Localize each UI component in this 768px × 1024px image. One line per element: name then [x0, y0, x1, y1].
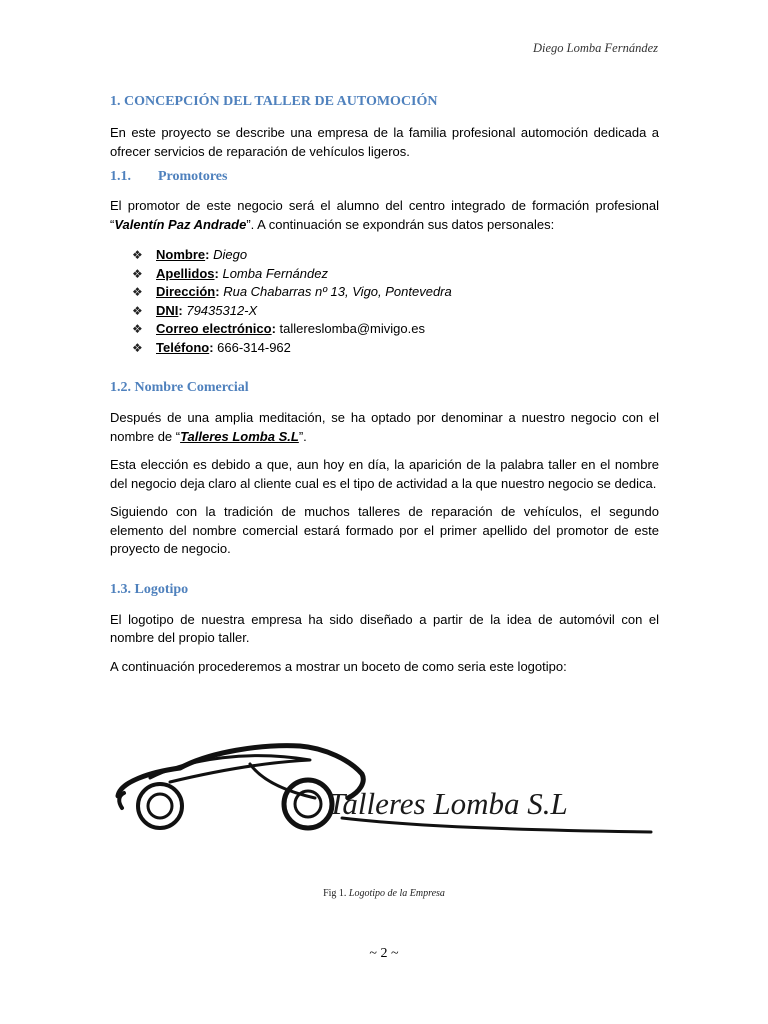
center-name: Valentín Paz Andrade — [114, 216, 247, 232]
list-item: ❖ Correo electrónico: taller​eslomba@mivigo.es — [132, 320, 659, 339]
personal-data-list — [132, 246, 659, 357]
name-paragraph-3: Siguiendo con la tradición de muchos talleres de reparación de vehículos, el segundo elemento del nombre comercial estará formado por el primer apellido del promotor de este proyecto de negocio. — [110, 504, 659, 556]
promoter-text-after: ”. A continuación se expondrán sus datos personales: — [246, 216, 555, 232]
list-item: ❖ Nombre: Diego — [132, 246, 659, 265]
name-text-after: ”. — [298, 428, 307, 444]
list-item: ❖ DNI: 79435312-X — [132, 302, 659, 321]
diamond-bullet-icon: ❖ — [132, 322, 143, 336]
name-paragraph-2: Esta elección es debido a que, aun hoy en día, la aparición de la palabra taller en el nombre del negocio deja claro al cliente cual es el tipo de actividad a la que nuestro negocio se dedica. — [110, 457, 659, 491]
caption-text: Logotipo de la Empresa — [348, 888, 445, 899]
section-title-1-3: 1.3. Logotipo — [110, 581, 189, 597]
page-content — [110, 94, 659, 676]
item-label: Correo electrónico — [156, 321, 272, 336]
list-item: ❖ Dirección: Rua Chabarras nº 13, Vigo, Pontevedra — [132, 283, 659, 302]
list-item: ❖ Apellidos: Lomba Fernández — [132, 265, 659, 284]
running-header-author: Diego Lomba Fernández — [533, 41, 658, 55]
item-value: 666-314-962 — [217, 339, 291, 355]
logo-paragraph-1: El logotipo de nuestra empresa ha sido diseñado a partir de la idea de automóvil con el nombre del propio taller. — [110, 611, 659, 645]
section-1-intro: En este proyecto se describe una empresa de la familia profesional automoción dedicada a ofrecer servicios de reparación de vehículos ligeros. — [110, 125, 659, 159]
section-title-1-1-text: Promotores — [158, 169, 228, 184]
page-number: ~ 2 ~ — [369, 946, 399, 961]
item-label: Teléfono — [156, 339, 210, 355]
item-label: Nombre — [156, 247, 206, 262]
section-title-1: 1. CONCEPCIÓN DEL TALLER DE AUTOMOCIÓN — [110, 94, 438, 109]
figure-caption — [0, 888, 768, 899]
diamond-bullet-icon: ❖ — [132, 340, 143, 355]
section-title-1-1 — [110, 169, 659, 185]
diamond-bullet-icon: ❖ — [132, 248, 143, 262]
company-logo — [110, 738, 659, 838]
name-paragraph-1 — [110, 409, 659, 446]
item-label: DNI — [156, 302, 179, 318]
item-value: Rua Chabarras nº 13, Vigo, Pontevedra — [223, 284, 452, 299]
promoter-paragraph — [110, 197, 659, 234]
logo-text: Talleres Lomba S.L — [328, 786, 568, 821]
item-value: Lomba Fernández — [222, 265, 328, 281]
item-label: Apellidos — [156, 265, 215, 281]
name-text-before: Después de una amplia meditación, se ha optado por denominar a nuestro negocio con el nombre de “ — [110, 410, 659, 444]
diamond-bullet-icon: ❖ — [132, 285, 143, 299]
item-value: 79435312-X — [186, 302, 258, 318]
diamond-bullet-icon: ❖ — [132, 266, 143, 281]
item-value: taller​eslomba@mivigo.es — [279, 321, 425, 336]
list-item: ❖ Teléfono: 666-314-962 — [132, 339, 659, 358]
promoter-text-before: El promotor de este negocio será el alumno del centro integrado de formación profesional “ — [110, 198, 659, 232]
item-label: Dirección — [156, 284, 216, 299]
caption-prefix: Fig 1. — [323, 888, 349, 899]
section-number-1-1: 1.1. — [110, 169, 131, 184]
item-value: Diego — [213, 247, 248, 262]
business-name: Talleres Lomba S.L — [180, 428, 299, 444]
section-title-1-2: 1.2. Nombre Comercial — [110, 380, 249, 395]
diamond-bullet-icon: ❖ — [132, 303, 143, 318]
logo-paragraph-2: A continuación procederemos a mostrar un boceto de como seria este logotipo: — [110, 658, 567, 674]
